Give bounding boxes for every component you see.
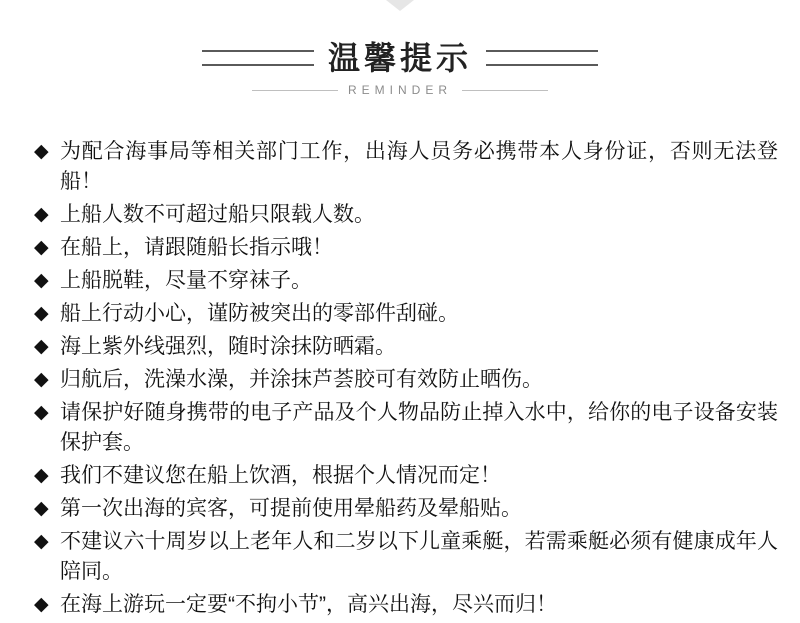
diamond-bullet-icon: ◆ xyxy=(34,594,49,615)
list-item xyxy=(34,461,778,491)
list-item xyxy=(34,398,778,458)
page-title: 温馨提示 xyxy=(327,40,472,76)
list-item xyxy=(34,527,778,587)
title-rule-left xyxy=(202,50,314,66)
subtitle-rule-right xyxy=(462,90,548,91)
notice-text: 在海上游玩一定要“不拘小节”，高兴出海，尽兴而归！ xyxy=(60,593,557,616)
notice-text: 海上紫外线强烈，随时涂抹防晒霜。 xyxy=(60,335,396,358)
list-item xyxy=(34,332,778,362)
title-row xyxy=(0,42,800,74)
diamond-bullet-icon: ◆ xyxy=(34,498,49,519)
notice-text: 在船上，请跟随船长指示哦！ xyxy=(60,236,333,259)
triangle-ornament xyxy=(386,0,414,11)
list-item xyxy=(34,266,778,296)
list-item xyxy=(34,233,778,263)
diamond-bullet-icon: ◆ xyxy=(34,141,49,162)
list-item xyxy=(34,590,778,620)
list-item xyxy=(34,200,778,230)
diamond-bullet-icon: ◆ xyxy=(34,531,49,552)
diamond-bullet-icon: ◆ xyxy=(34,237,49,258)
notice-text: 上船脱鞋，尽量不穿袜子。 xyxy=(60,269,312,292)
diamond-bullet-icon: ◆ xyxy=(34,336,49,357)
notice-text: 不建议六十周岁以上老年人和二岁以下儿童乘艇，若需乘艇必须有健康成年人陪同。 xyxy=(60,530,778,583)
page-title-block xyxy=(0,42,800,97)
notice-text: 归航后，洗澡水澡，并涂抹芦荟胶可有效防止晒伤。 xyxy=(60,368,543,391)
list-item xyxy=(34,299,778,329)
diamond-bullet-icon: ◆ xyxy=(34,369,49,390)
page-subtitle: REMINDER xyxy=(347,83,452,97)
diamond-bullet-icon: ◆ xyxy=(34,270,49,291)
notice-text: 我们不建议您在船上饮酒，根据个人情况而定！ xyxy=(60,464,501,487)
list-item xyxy=(34,365,778,395)
notice-list xyxy=(34,137,778,623)
list-item xyxy=(34,494,778,524)
subtitle-rule-left xyxy=(252,90,338,91)
diamond-bullet-icon: ◆ xyxy=(34,303,49,324)
notice-text: 第一次出海的宾客，可提前使用晕船药及晕船贴。 xyxy=(60,497,522,520)
notice-text: 上船人数不可超过船只限载人数。 xyxy=(60,203,375,226)
diamond-bullet-icon: ◆ xyxy=(34,465,49,486)
subtitle-row xyxy=(0,83,800,97)
notice-text: 船上行动小心，谨防被突出的零部件刮碰。 xyxy=(60,302,459,325)
diamond-bullet-icon: ◆ xyxy=(34,402,49,423)
notice-text: 请保护好随身携带的电子产品及个人物品防止掉入水中，给你的电子设备安装保护套。 xyxy=(60,401,778,454)
notice-text: 为配合海事局等相关部门工作，出海人员务必携带本人身份证，否则无法登船！ xyxy=(60,140,778,193)
title-rule-right xyxy=(486,50,598,66)
list-item xyxy=(34,137,778,197)
diamond-bullet-icon: ◆ xyxy=(34,204,49,225)
